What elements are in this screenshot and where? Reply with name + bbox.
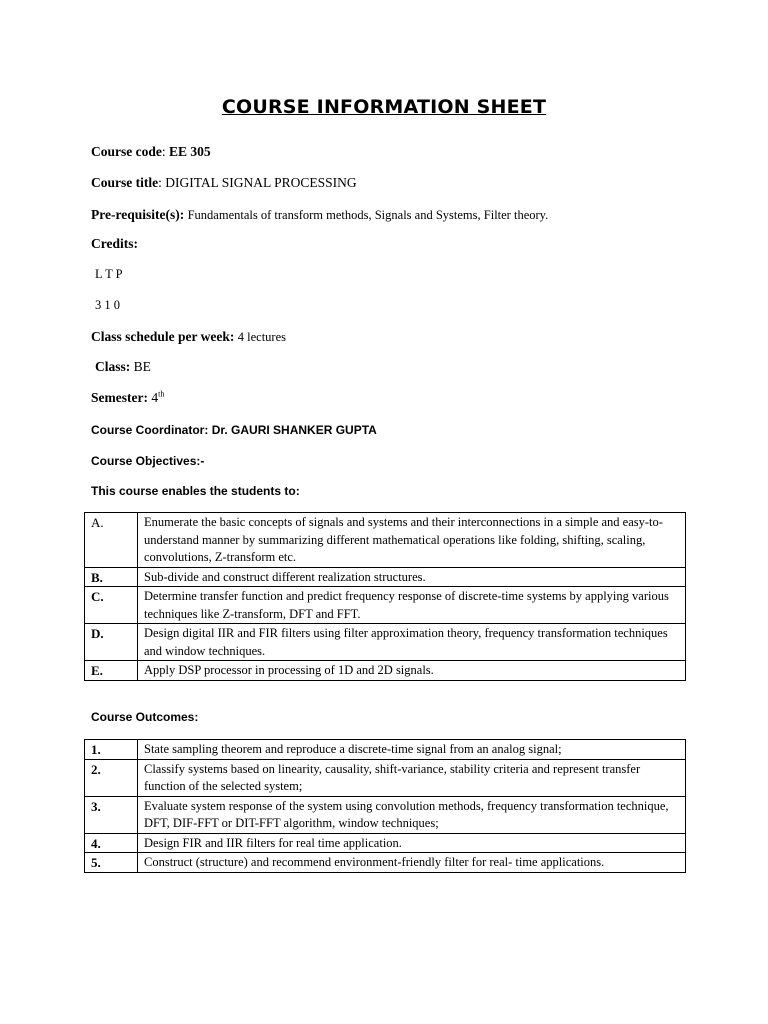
class-value: BE [133,359,151,374]
table-row [85,624,686,661]
table-row [85,567,686,587]
coordinator-line [91,423,377,437]
credits-ltp-values: 3 1 0 [95,298,120,312]
course-title-label: Course title [91,175,159,190]
objective-text: Sub-divide and construct different realization structures. [138,567,686,587]
objective-key: D. [85,624,138,661]
outcome-key: 2. [85,759,138,796]
course-code-value: EE 305 [169,144,211,159]
table-row [85,759,686,796]
schedule-label: Class schedule per week: [91,329,235,344]
outcome-text: State sampling theorem and reproduce a discrete-time signal from an analog signal; [138,740,686,760]
class-label: Class: [95,359,131,374]
outcome-key: 5. [85,853,138,873]
course-code-separator: : [161,144,170,159]
credits-label: Credits: [91,236,138,251]
outcome-text: Construct (structure) and recommend environment-friendly filter for real- time applications. [138,853,686,873]
outcomes-heading: Course Outcomes: [91,710,199,724]
outcome-key: 4. [85,833,138,853]
course-title-separator: : [158,175,166,190]
table-row [85,833,686,853]
objective-key: A. [85,513,138,568]
semester-value: 4 [151,390,159,405]
objective-key: B. [85,567,138,587]
table-row [85,853,686,873]
course-title-value: DIGITAL SIGNAL PROCESSING [165,175,357,190]
page-title: COURSE INFORMATION SHEET [221,96,547,118]
semester-label: Semester: [91,390,148,405]
objective-text: Enumerate the basic concepts of signals and systems and their interconnections in a simple and easy-to-understand manner by summarizing different mathematical operations like folding, shifting, scaling, convolutions, Z-transform etc. [138,513,686,568]
objective-text: Apply DSP processor in processing of 1D and 2D signals. [138,661,686,681]
objective-key: E. [85,661,138,681]
objectives-table [84,512,686,681]
table-row [85,740,686,760]
objective-text: Design digital IIR and FIR filters using filter approximation theory, frequency transformation techniques and window techniques. [138,624,686,661]
objectives-heading: Course Objectives:- [91,454,205,468]
prerequisites-value: Fundamentals of transform methods, Signals and Systems, Filter theory. [187,208,549,222]
objective-text: Determine transfer function and predict frequency response of discrete-time systems by applying various techniques like Z-transform, DFT and FFT. [138,587,686,624]
objective-key: C. [85,587,138,624]
table-row [85,587,686,624]
coordinator-value: Dr. GAURI SHANKER GUPTA [211,423,377,437]
table-row [85,513,686,568]
outcome-text: Design FIR and IIR filters for real time application. [138,833,686,853]
semester-line [91,390,164,406]
schedule-line [91,329,286,345]
course-code-line [91,144,211,160]
prerequisites-label: Pre-requisite(s): [91,207,185,222]
table-row [85,796,686,833]
outcomes-table [84,739,686,873]
course-code-label: Course code [91,144,162,159]
outcome-text: Evaluate system response of the system using convolution methods, frequency transformation technique, DFT, DIF-FFT or DIT-FFT algorithm, window techniques; [138,796,686,833]
course-title-line [91,175,357,191]
schedule-value: 4 lectures [237,330,286,344]
table-row [85,661,686,681]
class-line [95,359,151,375]
credits-line [91,236,138,252]
coordinator-label: Course Coordinator: [91,423,209,437]
outcome-key: 1. [85,740,138,760]
semester-suffix: th [158,389,165,399]
prerequisites-line [91,207,548,223]
objectives-intro: This course enables the students to: [91,484,300,498]
outcome-text: Classify systems based on linearity, causality, shift-variance, stability criteria and represent transfer function of the selected system; [138,759,686,796]
outcome-key: 3. [85,796,138,833]
credits-ltp-header: L T P [95,267,123,281]
